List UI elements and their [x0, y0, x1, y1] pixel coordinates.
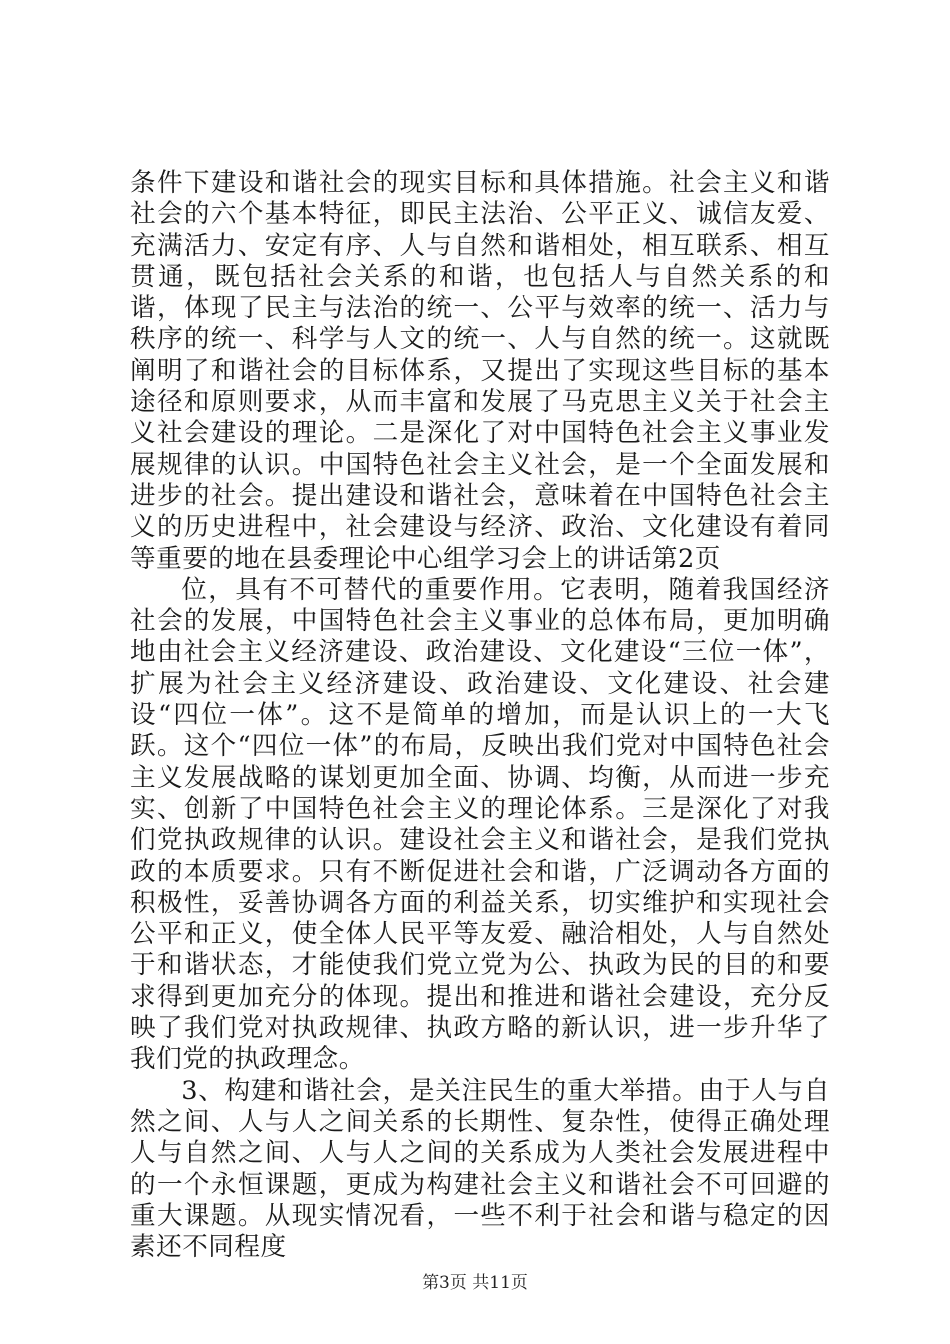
document-body [130, 168, 830, 1263]
paragraph-1: 条件下建设和谐社会的现实目标和具体措施。社会主义和谐社会的六个基本特征，即民主法治、公平正义、诚信友爱、充满活力、安定有序、人与自然和谐相处，相互联系、相互贯通，既包括社会关系的和谐，也包括人与自然关系的和谐，体现了民主与法治的统一、公平与效率的统一、活力与秩序的统一、科学与人文的统一、人与自然的统一。这就既阐明了和谐社会的目标体系，又提出了实现这些目标的基本途径和原则要求，从而丰富和发展了马克思主义关于社会主义社会建设的理论。二是深化了对中国特色社会主义事业发展规律的认识。中国特色社会主义社会，是一个全面发展和进步的社会。提出建设和谐社会，意味着在中国特色社会主义的历史进程中，社会建设与经济、政治、文化建设有着同等重要的地在县委理论中心组学习会上的讲话第2页 [130, 168, 830, 574]
paragraph-2: 位，具有不可替代的重要作用。它表明，随着我国经济社会的发展，中国特色社会主义事业的总体布局，更加明确地由社会主义经济建设、政治建设、文化建设“三位一体”，扩展为社会主义经济建设、政治建设、文化建设、社会建设“四位一体”。这不是简单的增加，而是认识上的一大飞跃。这个“四位一体”的布局，反映出我们党对中国特色社会主义发展战略的谋划更加全面、协调、均衡，从而进一步充实、创新了中国特色社会主义的理论体系。三是深化了对我们党执政规律的认识。建设社会主义和谐社会，是我们党执政的本质要求。只有不断促进社会和谐，广泛调动各方面的积极性，妥善协调各方面的利益关系，切实维护和实现社会公平和正义，使全体人民平等友爱、融洽相处，人与自然处于和谐状态，才能使我们党立党为公、执政为民的目的和要求得到更加充分的体现。提出和推进和谐社会建设，充分反映了我们党对执政规律、执政方略的新认识，进一步升华了我们党的执政理念。 [130, 574, 830, 1075]
page-footer: 第3页 共11页 [422, 1273, 528, 1293]
paragraph-3: 3、构建和谐社会，是关注民生的重大举措。由于人与自然之间、人与人之间关系的长期性、复杂性，使得正确处理人与自然之间、人与人之间的关系成为人类社会发展进程中的一个永恒课题，更成为构建社会主义和谐社会不可回避的重大课题。从现实情况看，一些不利于社会和谐与稳定的因素还不同程度 [130, 1075, 830, 1263]
